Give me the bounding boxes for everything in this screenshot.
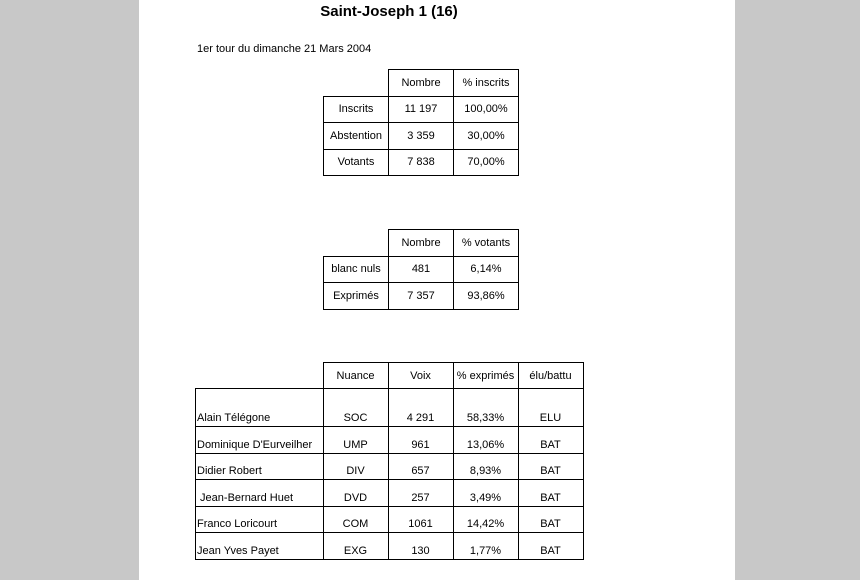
cell-voix: 4 291	[388, 389, 453, 427]
cell-result: BAT	[518, 480, 583, 507]
table-row	[196, 427, 584, 454]
table-header-row	[196, 363, 584, 389]
column-header-pct-exprimes: % exprimés	[453, 363, 518, 389]
table-row	[324, 123, 519, 150]
cell-result: BAT	[518, 533, 583, 560]
cell-nuance: DIV	[323, 453, 388, 480]
table-row	[196, 533, 584, 560]
cell-nombre: 11 197	[389, 96, 454, 123]
table-header-row	[324, 70, 519, 97]
page-title: Saint-Joseph 1 (16)	[320, 3, 458, 20]
cell-voix: 257	[388, 480, 453, 507]
cell-pct: 70,00%	[454, 149, 519, 176]
row-label: Abstention	[324, 123, 389, 150]
cell-pct: 3,49%	[453, 480, 518, 507]
candidate-name: Franco Loricourt	[196, 506, 324, 533]
cell-pct: 30,00%	[454, 123, 519, 150]
cell-pct: 100,00%	[454, 96, 519, 123]
column-header-nuance: Nuance	[323, 363, 388, 389]
cell-pct: 6,14%	[454, 256, 519, 283]
cell-pct: 1,77%	[453, 533, 518, 560]
election-date-subtitle: 1er tour du dimanche 21 Mars 2004	[197, 43, 372, 55]
candidate-name: Dominique D'Eurveilher	[196, 427, 324, 454]
candidate-name: Jean Yves Payet	[196, 533, 324, 560]
table-row	[324, 149, 519, 176]
cell-nuance: COM	[323, 506, 388, 533]
votes-table	[323, 229, 519, 310]
row-label: Inscrits	[324, 96, 389, 123]
cell-voix: 1061	[388, 506, 453, 533]
column-header-elu-battu: élu/battu	[518, 363, 583, 389]
cell-nombre: 3 359	[389, 123, 454, 150]
table-row	[196, 480, 584, 507]
table-row	[196, 506, 584, 533]
cell-nombre: 7 357	[389, 283, 454, 310]
table-row	[196, 453, 584, 480]
cell-voix: 961	[388, 427, 453, 454]
candidate-name: Jean-Bernard Huet	[196, 480, 324, 507]
cell-pct: 58,33%	[453, 389, 518, 427]
cell-nuance: DVD	[323, 480, 388, 507]
row-label: Votants	[324, 149, 389, 176]
row-label: blanc nuls	[324, 256, 389, 283]
column-header-voix: Voix	[388, 363, 453, 389]
candidate-name: Alain Télégone	[196, 389, 324, 427]
cell-voix: 657	[388, 453, 453, 480]
cell-result: BAT	[518, 453, 583, 480]
table-row	[196, 389, 584, 427]
cell-nuance: SOC	[323, 389, 388, 427]
row-label: Exprimés	[324, 283, 389, 310]
cell-result: ELU	[518, 389, 583, 427]
table-header-row	[324, 230, 519, 257]
cell-pct: 8,93%	[453, 453, 518, 480]
cell-pct: 13,06%	[453, 427, 518, 454]
participation-table	[323, 69, 519, 176]
cell-result: BAT	[518, 427, 583, 454]
column-header-pct-votants: % votants	[454, 230, 519, 257]
cell-nombre: 481	[389, 256, 454, 283]
document-page	[139, 0, 735, 580]
cell-result: BAT	[518, 506, 583, 533]
candidate-name: Didier Robert	[196, 453, 324, 480]
candidates-table	[195, 362, 584, 560]
table-row	[324, 283, 519, 310]
column-header-nombre: Nombre	[389, 70, 454, 97]
cell-pct: 14,42%	[453, 506, 518, 533]
cell-pct: 93,86%	[454, 283, 519, 310]
table-row	[324, 256, 519, 283]
cell-nuance: EXG	[323, 533, 388, 560]
column-header-pct-inscrits: % inscrits	[454, 70, 519, 97]
cell-nombre: 7 838	[389, 149, 454, 176]
cell-voix: 130	[388, 533, 453, 560]
table-row	[324, 96, 519, 123]
column-header-nombre: Nombre	[389, 230, 454, 257]
cell-nuance: UMP	[323, 427, 388, 454]
